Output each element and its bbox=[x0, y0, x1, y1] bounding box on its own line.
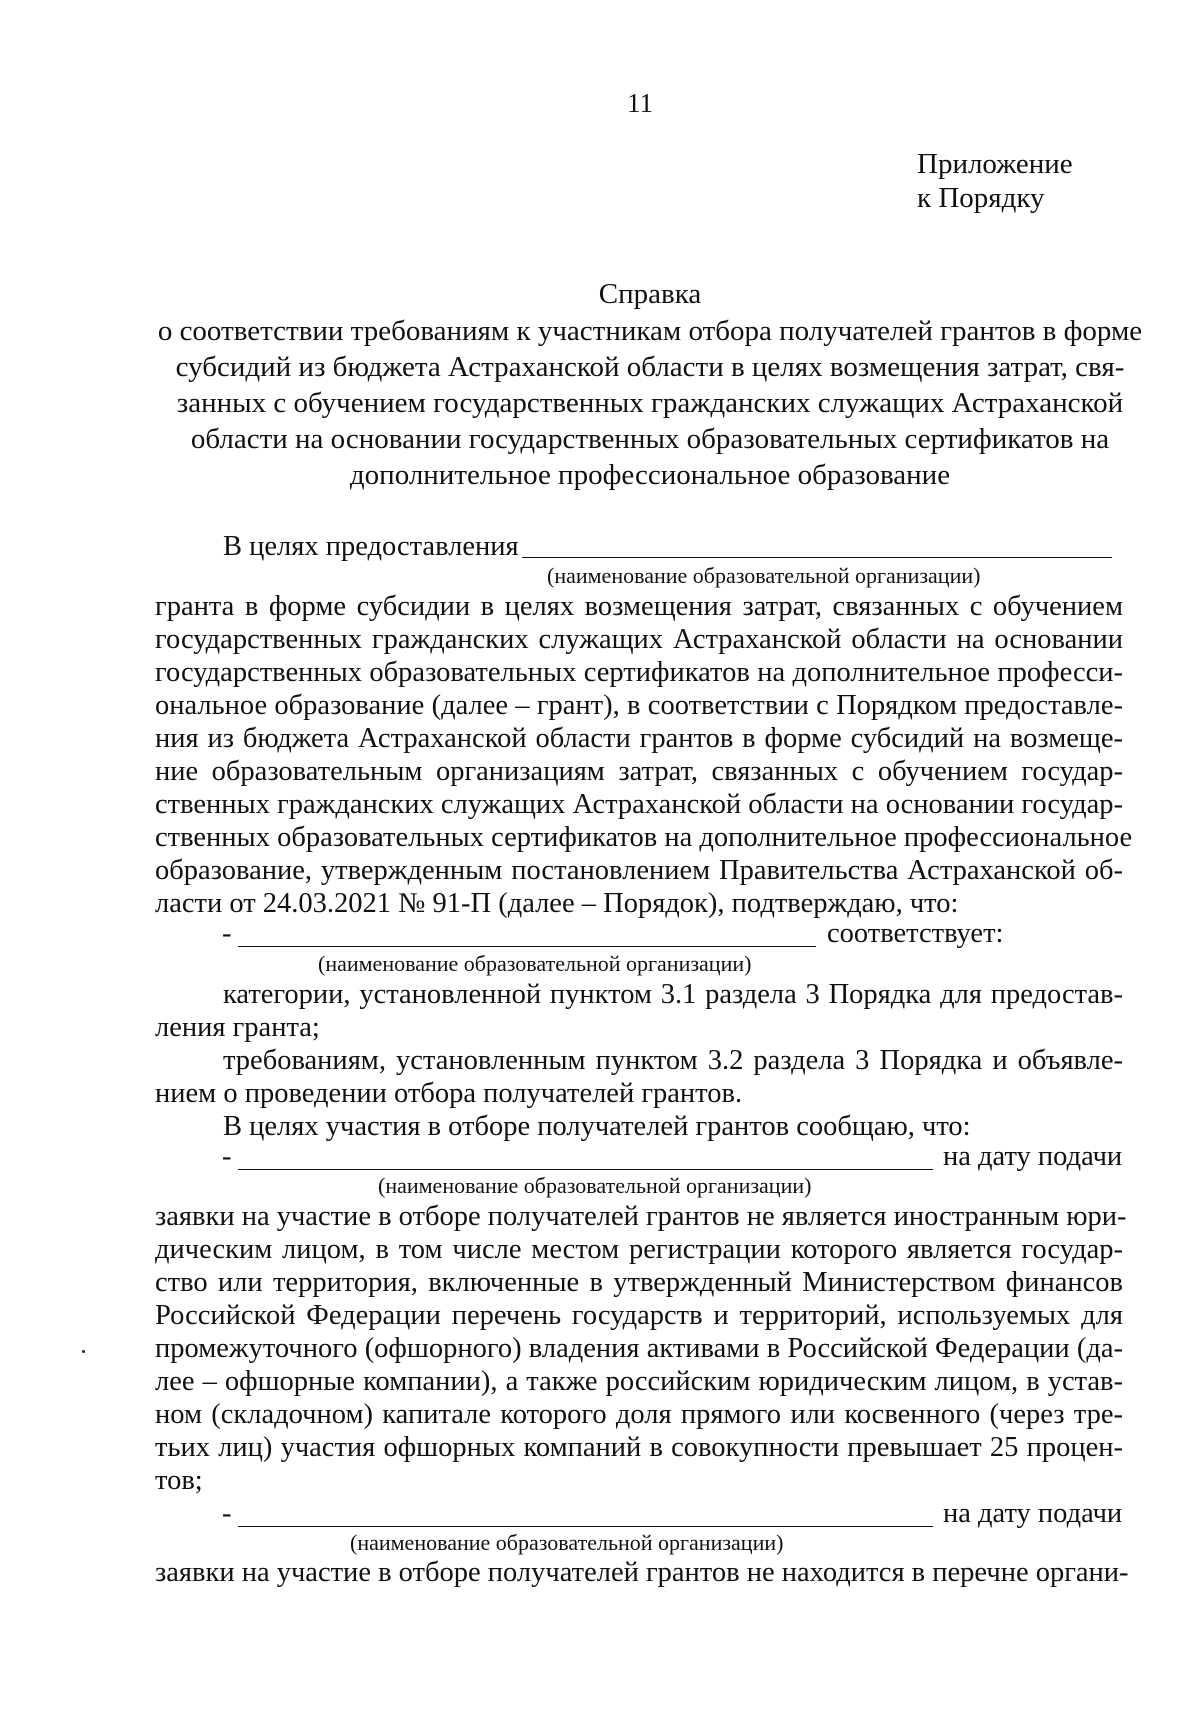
appendix-line-2: к Порядку bbox=[917, 182, 1045, 214]
item-suffix: соответствует: bbox=[827, 918, 1004, 949]
title-heading: Справка bbox=[598, 278, 702, 310]
paragraph-line: нием о проведении отбора получателей грантов. bbox=[155, 1078, 743, 1109]
paragraph-line: категории, установленной пунктом 3.1 раздела 3 Порядка для предостав- bbox=[223, 979, 1123, 1010]
paragraph-line: В целях участия в отборе получателей грантов сообщаю, что: bbox=[223, 1111, 971, 1142]
title-subtitle-line: субсидий из бюджета Астраханской области в целях возмещения затрат, свя- bbox=[175, 351, 1125, 383]
paragraph-line: дическим лицом, в том числе местом регистрации которого является государ- bbox=[155, 1234, 1123, 1265]
organization-name-blank[interactable] bbox=[238, 946, 816, 947]
paragraph-line: промежуточного (офшорного) владения активами в Российской Федерации (да- bbox=[155, 1333, 1123, 1364]
paragraph-line: ласти от 24.03.2021 № 91-П (далее – Порядок), подтверждаю, что: bbox=[155, 888, 959, 919]
intro-lead: В целях предоставления bbox=[223, 531, 519, 562]
paragraph-line: гранта в форме субсидии в целях возмещения затрат, связанных с обучением bbox=[155, 591, 1123, 622]
paragraph-line: государственных образовательных сертификатов на дополнительное професси- bbox=[155, 657, 1123, 688]
paragraph-line: лее – офшорные компании), а также российским юридическим лицом, в устав- bbox=[155, 1366, 1123, 1397]
paragraph-line: ние образовательным организациям затрат, связанных с обучением государ- bbox=[155, 756, 1123, 787]
paragraph-line: Российской Федерации перечень государств и территорий, используемых для bbox=[155, 1300, 1123, 1331]
paragraph-line: ния из бюджета Астраханской области грантов в форме субсидий на возмеще- bbox=[155, 723, 1123, 754]
paragraph-line: ство или территория, включенные в утвержденный Министерством финансов bbox=[155, 1267, 1123, 1298]
item-suffix: на дату подачи bbox=[943, 1498, 1123, 1529]
paragraph-line: ления гранта; bbox=[155, 1012, 320, 1043]
organization-name-blank[interactable] bbox=[522, 557, 1112, 558]
paragraph-line: государственных гражданских служащих Астраханской области на основании bbox=[155, 624, 1123, 655]
blank-caption: (наименование образовательной организации) bbox=[318, 951, 752, 976]
item-dash: - bbox=[222, 1498, 232, 1529]
blank-caption: (наименование образовательной организации) bbox=[378, 1173, 812, 1198]
title-subtitle-line: области на основании государственных образовательных сертификатов на bbox=[190, 423, 1110, 455]
scan-speck bbox=[82, 1350, 85, 1353]
paragraph-line: тьих лиц) участия офшорных компаний в совокупности превышает 25 процен- bbox=[155, 1432, 1123, 1463]
title-subtitle-line: занных с обучением государственных гражданских служащих Астраханской bbox=[176, 387, 1124, 419]
item-dash: - bbox=[222, 918, 232, 949]
item-dash: - bbox=[222, 1141, 232, 1172]
paragraph-line: ном (складочном) капитале которого доля прямого или косвенного (через тре- bbox=[155, 1399, 1123, 1430]
blank-caption: (наименование образовательной организации) bbox=[350, 1530, 784, 1555]
page-number: 11 bbox=[627, 88, 653, 118]
blank-caption: (наименование образовательной организации) bbox=[547, 563, 981, 588]
paragraph-line: требованиям, установленным пунктом 3.2 раздела 3 Порядка и объявле- bbox=[223, 1045, 1123, 1076]
paragraph-line: образование, утвержденным постановлением Правительства Астраханской об- bbox=[155, 855, 1123, 886]
appendix-line-1: Приложение bbox=[917, 148, 1073, 180]
title-subtitle-line: дополнительное профессиональное образование bbox=[349, 459, 951, 491]
paragraph-line: ональное образование (далее – грант), в соответствии с Порядком предоставле- bbox=[155, 690, 1123, 721]
paragraph-line: заявки на участие в отборе получателей грантов не является иностранным юри- bbox=[155, 1201, 1127, 1232]
organization-name-blank[interactable] bbox=[238, 1169, 933, 1170]
document-title bbox=[150, 276, 1150, 493]
paragraph-line: тов; bbox=[155, 1465, 203, 1496]
paragraph-line: заявки на участие в отборе получателей грантов не находится в перечне органи- bbox=[155, 1557, 1129, 1588]
appendix-label bbox=[917, 147, 1073, 215]
item-suffix: на дату подачи bbox=[943, 1141, 1123, 1172]
paragraph-line: ственных гражданских служащих Астраханской области на основании государ- bbox=[155, 789, 1123, 820]
paragraph-line: ственных образовательных сертификатов на дополнительное профессиональное bbox=[155, 822, 1133, 853]
title-subtitle-line: о соответствии требованиям к участникам отбора получателей грантов в форме bbox=[157, 315, 1143, 347]
organization-name-blank[interactable] bbox=[238, 1526, 933, 1527]
